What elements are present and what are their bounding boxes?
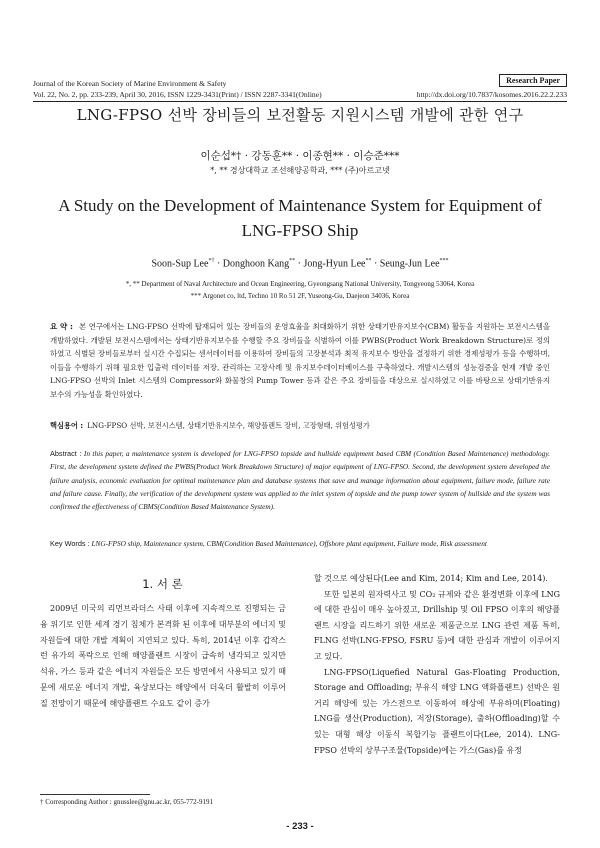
footnote-divider <box>40 794 150 795</box>
korean-keywords-label: 핵심용어 : <box>50 421 84 430</box>
body-paragraph: 할 것으로 예상된다(Lee and Kim, 2014; Kim and Lee, 2014). <box>314 574 548 583</box>
korean-keywords-text: LNG-FPSO 선박, 보전시스템, 상태기반유지보수, 해양플랜트 장비, 고장형태, 위험성평가 <box>87 421 370 430</box>
journal-name: Journal of the Korean Society of Marine Environment & Safety <box>33 79 227 88</box>
affiliation-line: *, ** Department of Naval Architecture and Ocean Engineering, Gyeongsang National University, Tongyeong 53064, Korea <box>125 280 475 288</box>
english-title: A Study on the Development of Maintenance System for Equipment of LNG-FPSO Ship <box>58 196 542 240</box>
author-separator: · <box>214 258 223 270</box>
author-separator: · <box>371 258 380 270</box>
page-number: - 233 - <box>286 821 314 832</box>
doi-link[interactable]: http://dx.doi.org/10.7837/kosomes.2016.22.2.233 <box>416 90 567 99</box>
author-name: Seung-Jun Lee <box>379 258 440 270</box>
affiliation-line: *** Argonet co, ltd, Techno 10 Ro 51 2F, Yuseong-Gu, Daejeon 34036, Korea <box>190 292 410 300</box>
body-paragraph: 2009년 미국의 리먼브라더스 사태 이후에 지속적으로 진행되는 금융 위기로 인한 세계 경기 침체가 본격화 된 이후에 대부분의 에너지 및 자원들에 대한 개발 계획이 지연되고 있다. 특히, 2014년 이후 갑작스런 유가의 폭락으로 인해 해양플랜트 시장이 급속히 냉각되고 있지만 석유, 가스 등과 같은 에너지 자원들은 모든 방면에서 사용되고 있기 때문에 새로운 에너지 개발, 육상보다는 해양에서 더욱더 활발히 이루어질 전망이기 때문에 해양플랜트 수요도 같이 증가 <box>40 604 286 708</box>
english-abstract-label: Abstract : <box>50 449 82 458</box>
body-paragraph: LNG-FPSO(Liquefied Natural Gas-Floating Production, Storage and Offloading; 부유식 해양 LNG 액화플랜트) 선박은 원거리 해양에 있는 가스전으로 이동하여 해상에 부유하며(Floating) LNG를 생산(Production), 저장(Storage), 출하(Offloading)할 수 있는 대형 해상 이동식 복합기능 플랜트이다(Lee, 2014). LNG-FPSO 선박의 상부구조물(Topside)에는 가스(Gas)를 유정 <box>314 667 560 755</box>
korean-authors: 이순섭*† · 강동훈** · 이종현** · 이승준*** <box>200 150 400 162</box>
korean-title: LNG-FPSO 선박 장비들의 보전활동 지원시스템 개발에 관한 연구 <box>76 106 524 124</box>
author-mark: *** <box>439 258 449 264</box>
body-right-column <box>314 571 560 758</box>
korean-abstract <box>50 320 550 402</box>
english-authors <box>0 258 600 269</box>
corresponding-author-footnote: † Corresponding Author : gnusslee@gnu.ac.kr, 055-772-9191 <box>40 798 213 806</box>
korean-abstract-text: 본 연구에서는 LNG-FPSO 선박에 탑재되어 있는 장비들의 운영효율을 최대화하기 위한 상태기반유지보수(CBM) 활동을 지원하는 보전시스템을 개발하였다. 개발된 보전시스템에서는 상태기반유지보수를 수행할 주요 장비들을 식별하여 이를 PWBS(Product Work Breakdown Structure)로 정의하였고 식별된 장비들로부터 실시간 수집되는 센서데이터를 이용하여 장비들의 고장분석과 최적 유지보수 방안을 결정하기 위한 경제성평가 등을 수행하며, 이들을 수행하기 위해 필요한 입출력 데이터를 저장, 관리하는 고장사례 및 유지보수데이터베이스를 구축하였다. 개발시스템의 성능검증을 현재 개발 중인 LNG-FPSO 선박의 Inlet 시스템의 Compressor와 화물창의 Pump Tower 등과 같은 주요 장비들을 대상으로 실시하였고 이를 바탕으로 상태기반유지보수의 가능성을 확인하였다. <box>50 322 550 399</box>
english-keywords-label: Key Words : <box>50 539 90 548</box>
section-heading: 1. 서 론 <box>142 577 183 591</box>
research-paper-badge: Research Paper <box>499 74 567 87</box>
volume-line: Vol. 22, No. 2, pp. 233-239, April 30, 2016, ISSN 1229-3431(Print) / ISSN 2287-3341(Online) <box>33 90 322 99</box>
author-separator: · <box>295 258 304 270</box>
english-abstract-text: In this paper, a maintenance system is developed for LNG-FPSO topside and hullside equipment based CBM (Condition Based Maintenance) methodology. First, the development system defined the PWBS(Product Work Breakdown Structure) of major equipment of LNG-FPSO. Second, the development system developed the failure analysis, economic evaluation for optimal maintenance plan and database systems that save and manage information about equipment, failure mode, failure rate and failure cause. Finally, the verification of the development system was applied to the inlet system of topside and the pump tower system of hullside and the system was confirmed the effectiveness of CBMS(Condition Based Maintenance System). <box>50 449 550 512</box>
author-name: Soon-Sup Lee <box>151 258 209 270</box>
body-left-column <box>40 601 286 712</box>
english-abstract <box>50 447 550 513</box>
author-name: Jong-Hyun Lee <box>303 258 366 270</box>
author-name: Donghoon Kang <box>222 258 290 270</box>
english-affiliation <box>0 278 600 302</box>
english-keywords-text: LNG-FPSO ship, Maintenance system, CBM(Condition Based Maintenance), Offshore plant equipment, Failure mode, Risk assessment <box>91 539 487 548</box>
body-paragraph: 또한 일본의 원자력사고 및 CO₂ 규제와 같은 환경변화 이후에 LNG에 대한 관심이 매우 높아졌고, Drillship 및 Oil FPSO 이후의 해양플랜트 시장을 리드하기 위한 새로운 제품군으로 LNG 관련 제품 특히, FLNG 선박(LNG-FPSO, FSRU 등)에 대한 관심과 개발이 이루어지고 있다. <box>314 589 560 661</box>
header-divider <box>33 101 567 102</box>
korean-affiliation: *, ** 경상대학교 조선해양공학과, *** (주)아르고넷 <box>210 166 390 175</box>
korean-abstract-label: 요 약 : <box>50 322 73 331</box>
author-mark: ** <box>365 258 372 264</box>
author-mark: *† <box>208 258 215 264</box>
korean-keywords <box>50 421 550 431</box>
author-mark: ** <box>289 258 296 264</box>
english-keywords <box>50 539 550 548</box>
